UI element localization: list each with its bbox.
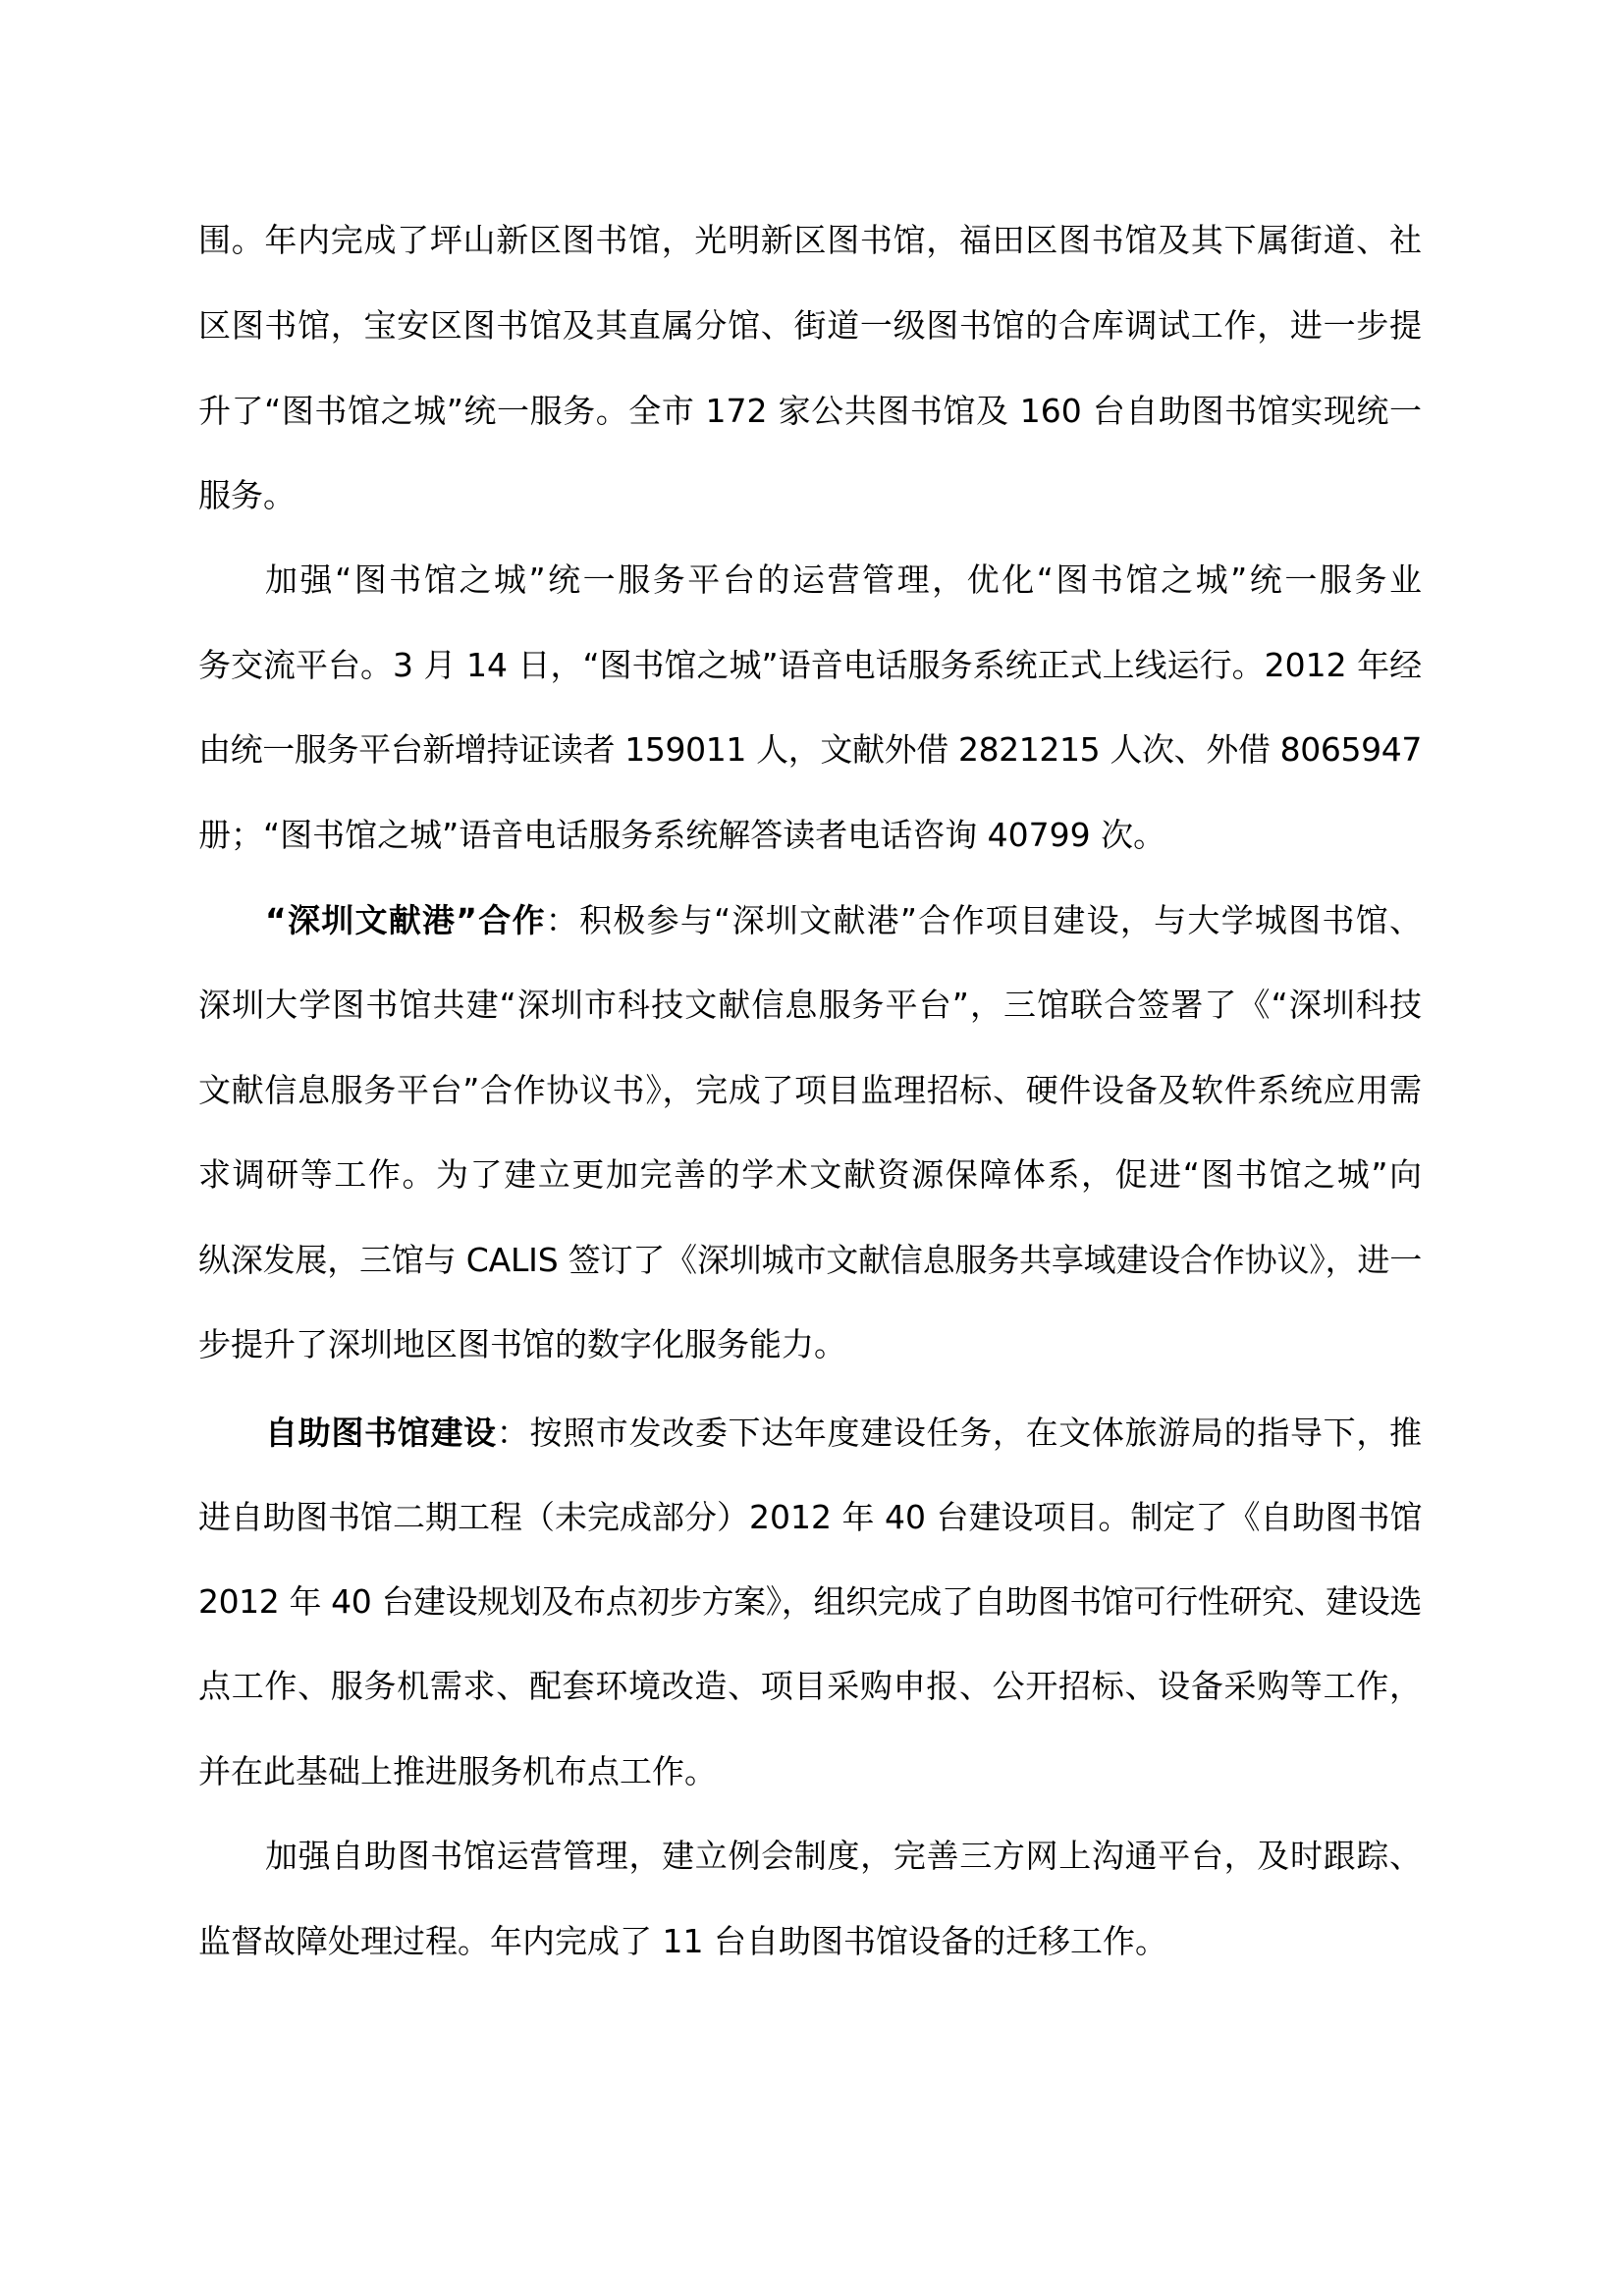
text-line: 点工作、服务机需求、配套环境改造、项目采购申报、公开招标、设备采购等工作，	[198, 1667, 1422, 1705]
text-line: 区图书馆，宝安区图书馆及其直属分馆、街道一级图书馆的合库调试工作，进一步提	[198, 306, 1422, 345]
text-line: 由统一服务平台新增持证读者 159011 人，文献外借 2821215 人次、外借 8065947	[198, 730, 1422, 769]
text-line: 加强自助图书馆运营管理，建立例会制度，完善三方网上沟通平台，及时跟踪、	[265, 1837, 1422, 1875]
text-line: 文献信息服务平台”合作协议书》，完成了项目监理招标、硬件设备及软件系统应用需	[198, 1071, 1422, 1109]
section-heading: 自助图书馆建设	[265, 1414, 497, 1452]
text-line: 并在此基础上推进服务机布点工作。	[198, 1752, 717, 1790]
text-line: 务交流平台。3 月 14 日，“图书馆之城”语音电话服务系统正式上线运行。2012 年经	[198, 646, 1423, 684]
text-run: 积极参与“深圳文献港”合作项目建设，与大学城图书馆、	[579, 901, 1422, 939]
text-line: 升了“图书馆之城”统一服务。全市 172 家公共图书馆及 160 台自助图书馆实现统一	[198, 392, 1422, 430]
text-line: 求调研等工作。为了建立更加完善的学术文献资源保障体系，促进“图书馆之城”向	[198, 1155, 1422, 1194]
text-line: 监督故障处理过程。年内完成了 11 台自助图书馆设备的迁移工作。	[198, 1922, 1167, 1960]
text-line	[265, 1404, 1422, 1463]
text-line: 进自助图书馆二期工程（未完成部分）2012 年 40 台建设项目。制定了《自助图书馆	[198, 1498, 1423, 1536]
text-line: 步提升了深圳地区图书馆的数字化服务能力。	[198, 1325, 846, 1363]
text-run: 按照市发改委下达年度建设任务，在文体旅游局的指导下，推	[529, 1414, 1423, 1452]
text-line: 纵深发展，三馆与 CALIS 签订了《深圳城市文献信息服务共享域建设合作协议》，进一	[198, 1241, 1422, 1279]
text-line: 深圳大学图书馆共建“深圳市科技文献信息服务平台”，三馆联合签署了《“深圳科技	[198, 986, 1422, 1024]
section-heading: “深圳文献港”合作	[265, 901, 546, 939]
text-line: 册；“图书馆之城”语音电话服务系统解答读者电话咨询 40799 次。	[198, 816, 1166, 854]
text-line: 加强“图书馆之城”统一服务平台的运营管理，优化“图书馆之城”统一服务业	[265, 561, 1422, 599]
heading-separator: ：	[545, 901, 580, 939]
text-line: 服务。	[198, 476, 296, 514]
text-line: 2012 年 40 台建设规划及布点初步方案》，组织完成了自助图书馆可行性研究、建设选	[198, 1582, 1422, 1621]
heading-separator: ：	[496, 1414, 530, 1452]
text-line	[265, 891, 1422, 950]
text-line: 围。年内完成了坪山新区图书馆，光明新区图书馆，福田区图书馆及其下属街道、社	[198, 221, 1422, 259]
